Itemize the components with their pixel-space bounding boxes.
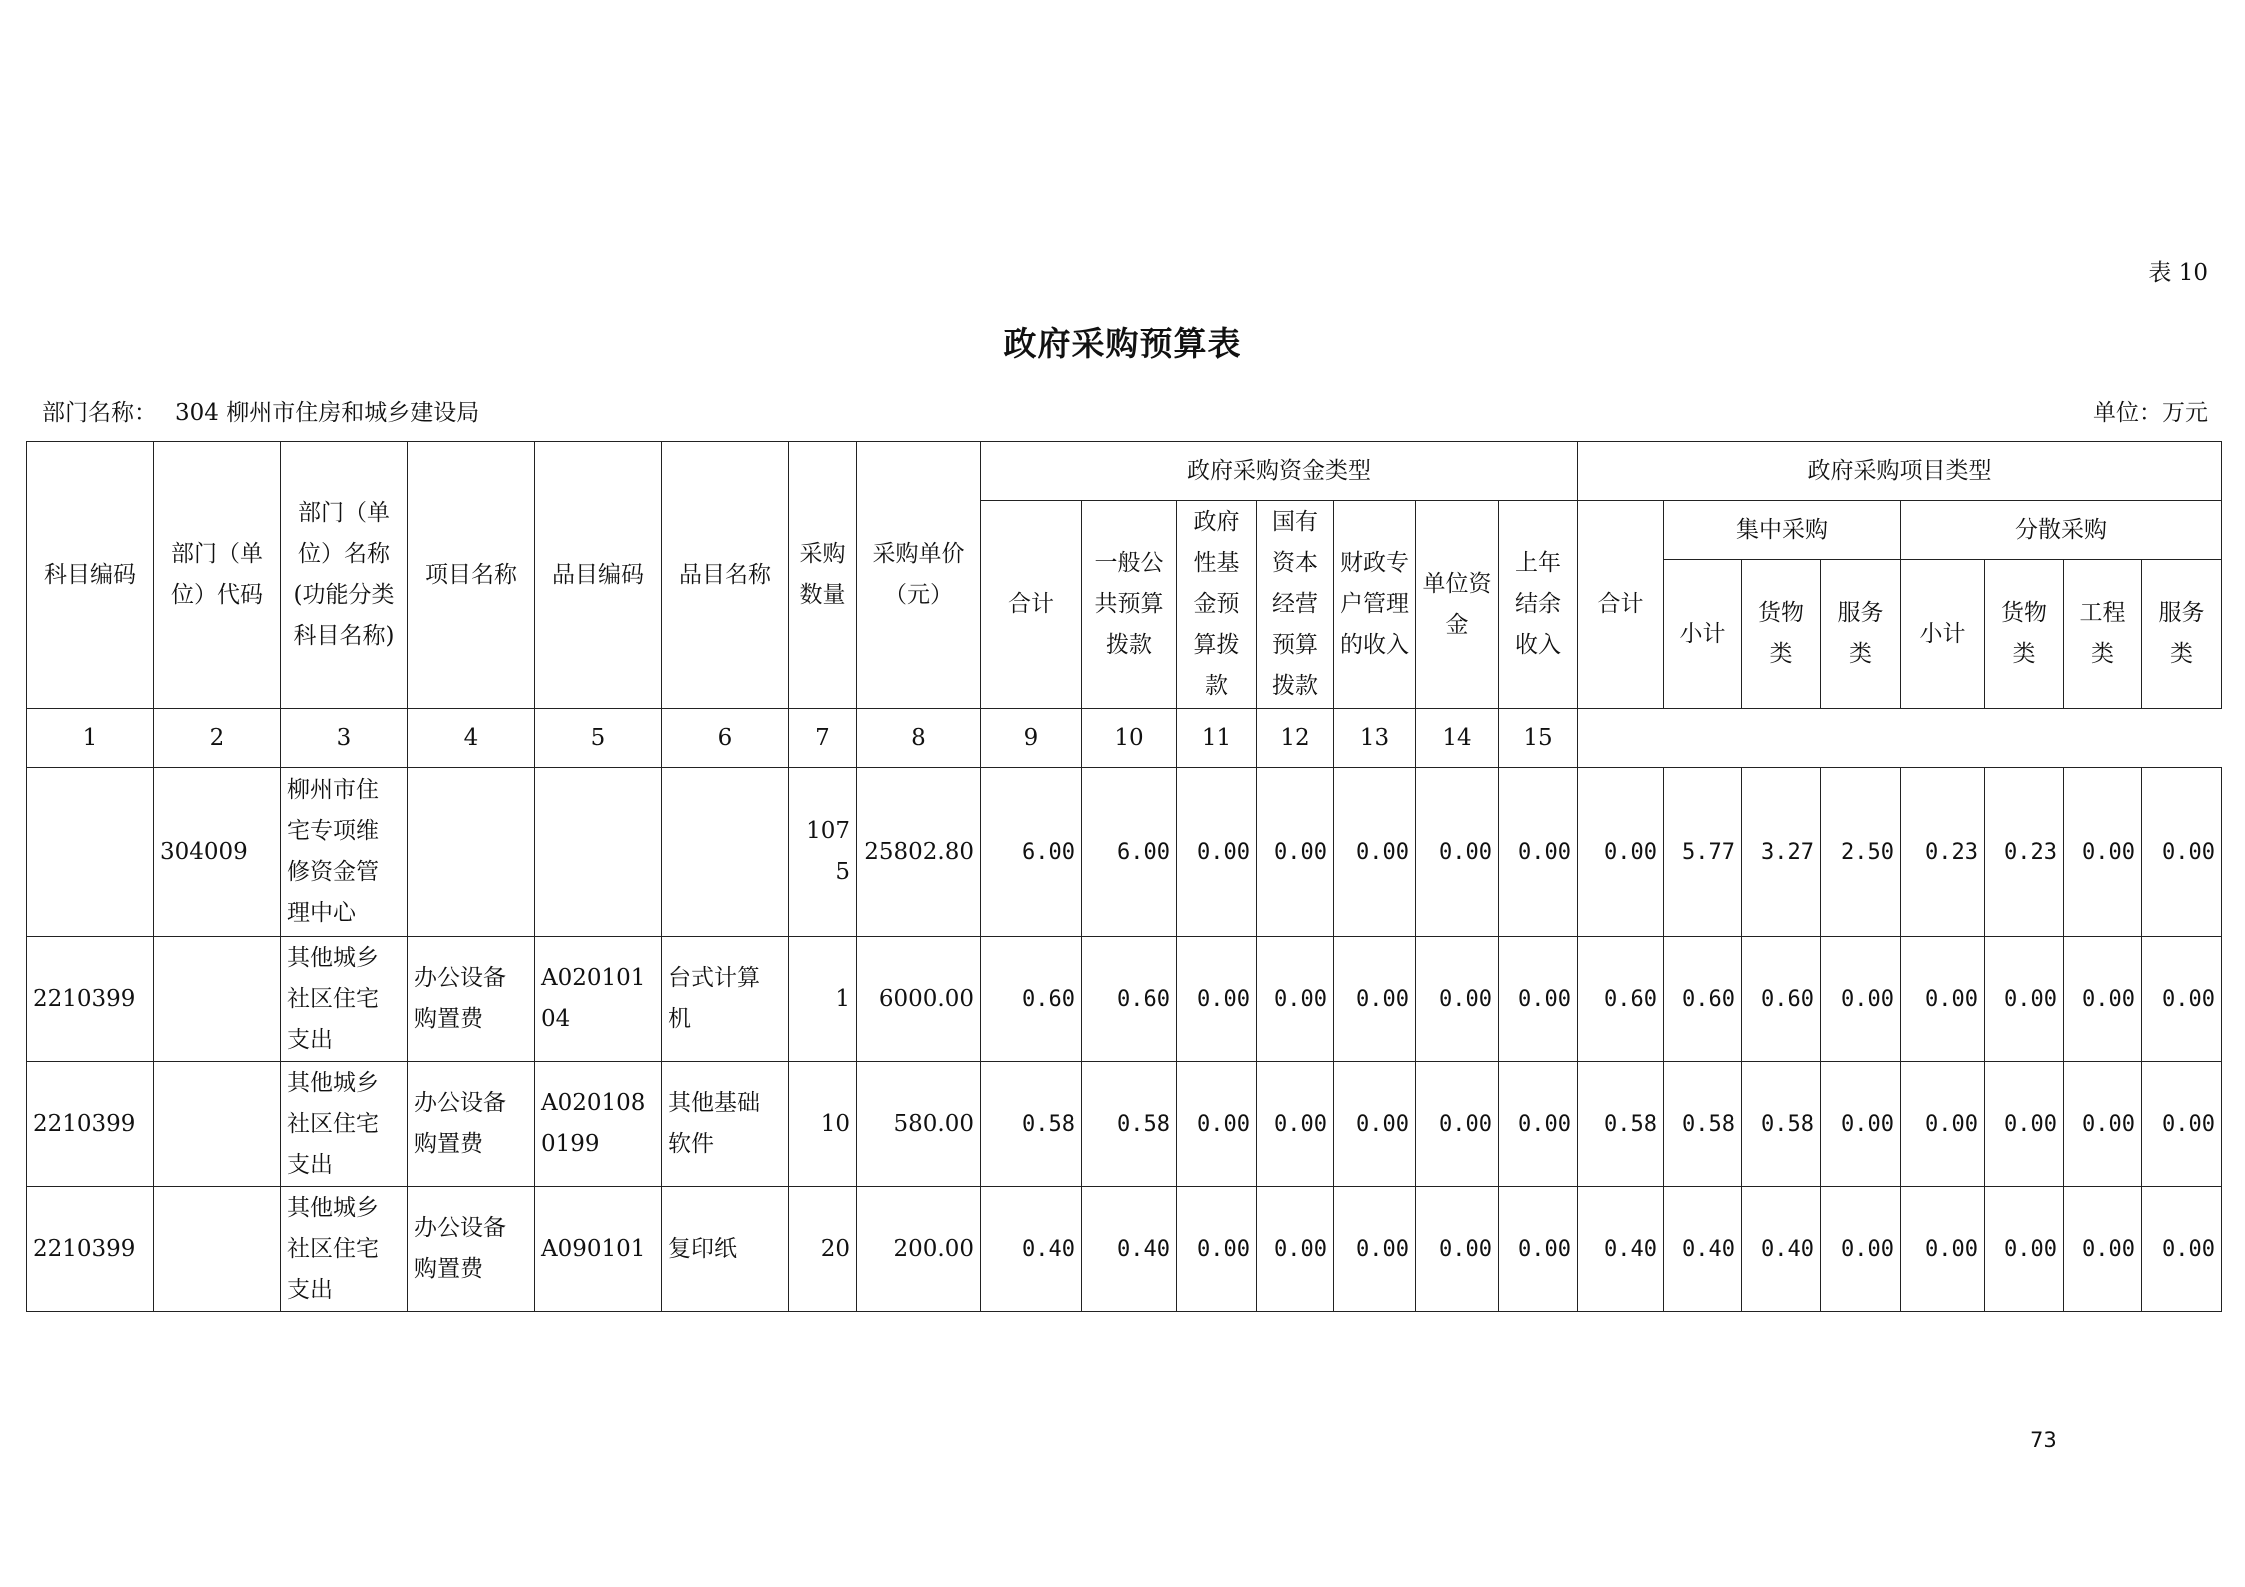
cell-amount: 0.00: [1901, 1062, 1985, 1187]
table-row: [27, 1062, 2222, 1187]
page-title: 政府采购预算表: [1003, 324, 1242, 363]
cell-unit-code: 304009: [154, 768, 281, 937]
cell-item-code: A090101: [535, 1187, 662, 1312]
cell-amount: 0.00: [1821, 1187, 1901, 1312]
header-fund-state: 国有资本经营预算拨款: [1257, 501, 1334, 709]
cell-amount: 0.00: [1177, 937, 1257, 1062]
cell-amount: 0.60: [1578, 937, 1664, 1062]
header-item-name: 品目名称: [662, 442, 789, 709]
cell-amount: 0.00: [1334, 1187, 1416, 1312]
cell-amount: 0.00: [1416, 937, 1499, 1062]
department-name: 304 柳州市住房和城乡建设局: [175, 400, 480, 426]
cell-amount: 0.58: [1082, 1062, 1177, 1187]
column-number: 7: [789, 709, 857, 768]
column-number: 14: [1416, 709, 1499, 768]
cell-amount: 0.60: [1742, 937, 1821, 1062]
cell-amount: 0.00: [1985, 937, 2064, 1062]
header-dispersed: 分散采购: [1901, 501, 2222, 560]
column-number: 6: [662, 709, 789, 768]
cell-item-name: [662, 768, 789, 937]
header-item-code: 品目编码: [535, 442, 662, 709]
cell-amount: 0.23: [1901, 768, 1985, 937]
table-row: [27, 768, 2222, 937]
header-row-1: [27, 442, 2222, 501]
cell-subject-code: [27, 768, 154, 937]
cell-amount: 0.00: [2064, 937, 2142, 1062]
cell-subject-code: 2210399: [27, 1062, 154, 1187]
cell-amount: 0.00: [1334, 937, 1416, 1062]
page-number: 73: [2030, 1428, 2057, 1452]
cell-item-name: 台式计算机: [662, 937, 789, 1062]
header-dispersed-service: 服务类: [2142, 560, 2222, 709]
cell-amount: 0.00: [1578, 768, 1664, 937]
cell-amount: 0.60: [981, 937, 1082, 1062]
cell-amount: 0.40: [1578, 1187, 1664, 1312]
cell-amount: 0.00: [1985, 1187, 2064, 1312]
header-central-service: 服务类: [1821, 560, 1901, 709]
cell-amount: 2.50: [1821, 768, 1901, 937]
header-dispersed-engineering: 工程类: [2064, 560, 2142, 709]
cell-amount: 0.00: [1499, 1187, 1578, 1312]
table-meta: [42, 394, 2208, 427]
header-unit-name: 部门（单位）名称(功能分类科目名称): [281, 442, 408, 709]
cell-amount: 0.40: [1664, 1187, 1742, 1312]
cell-item-code: A02010104: [535, 937, 662, 1062]
cell-unit-name: 其他城乡社区住宅支出: [281, 1062, 408, 1187]
header-fund-type: 政府采购资金类型: [981, 442, 1578, 501]
header-fund-unit: 单位资金: [1416, 501, 1499, 709]
column-number: 3: [281, 709, 408, 768]
header-fund-carry: 上年结余收入: [1499, 501, 1578, 709]
cell-unit-name: 其他城乡社区住宅支出: [281, 1187, 408, 1312]
cell-amount: 0.00: [1257, 768, 1334, 937]
column-number: 9: [981, 709, 1082, 768]
cell-subject-code: 2210399: [27, 1187, 154, 1312]
header-fund-general: 一般公共预算拨款: [1082, 501, 1177, 709]
cell-amount: 0.40: [981, 1187, 1082, 1312]
cell-unit-price: 6000.00: [857, 937, 981, 1062]
cell-amount: 0.00: [2142, 768, 2222, 937]
header-dispersed-subtotal: 小计: [1901, 560, 1985, 709]
column-number: 2: [154, 709, 281, 768]
cell-amount: 0.58: [981, 1062, 1082, 1187]
header-proj-total: 合计: [1578, 501, 1664, 709]
column-number: 11: [1177, 709, 1257, 768]
cell-amount: 0.00: [1499, 768, 1578, 937]
cell-amount: 0.00: [2142, 1062, 2222, 1187]
cell-unit-code: [154, 1062, 281, 1187]
cell-amount: 0.60: [1082, 937, 1177, 1062]
column-number: 13: [1334, 709, 1416, 768]
cell-amount: 0.60: [1664, 937, 1742, 1062]
table-number: 表 10: [2148, 260, 2208, 286]
procurement-budget-table: [26, 441, 2222, 1312]
cell-amount: 6.00: [981, 768, 1082, 937]
cell-amount: 6.00: [1082, 768, 1177, 937]
column-number: 12: [1257, 709, 1334, 768]
column-number: 10: [1082, 709, 1177, 768]
header-fund-gov: 政府性基金预算拨款: [1177, 501, 1257, 709]
cell-amount: 0.58: [1664, 1062, 1742, 1187]
cell-project-name: [408, 768, 535, 937]
cell-item-name: 其他基础软件: [662, 1062, 789, 1187]
header-fund-total: 合计: [981, 501, 1082, 709]
header-central: 集中采购: [1664, 501, 1901, 560]
cell-unit-code: [154, 937, 281, 1062]
cell-amount: 0.00: [1901, 937, 1985, 1062]
cell-quantity: 10: [789, 1062, 857, 1187]
header-unit-code: 部门（单位）代码: [154, 442, 281, 709]
cell-amount: 0.00: [2142, 1187, 2222, 1312]
cell-amount: 0.00: [1416, 1062, 1499, 1187]
table-body: [27, 768, 2222, 1312]
cell-amount: 0.40: [1742, 1187, 1821, 1312]
cell-item-code: [535, 768, 662, 937]
column-number: 8: [857, 709, 981, 768]
cell-project-name: 办公设备购置费: [408, 1187, 535, 1312]
cell-amount: 5.77: [1664, 768, 1742, 937]
column-number-row: [27, 709, 2222, 768]
cell-amount: 0.00: [1257, 1187, 1334, 1312]
cell-amount: 3.27: [1742, 768, 1821, 937]
cell-amount: 0.58: [1742, 1062, 1821, 1187]
cell-amount: 0.00: [2064, 1062, 2142, 1187]
cell-unit-name: 柳州市住宅专项维修资金管理中心: [281, 768, 408, 937]
cell-amount: 0.00: [1416, 768, 1499, 937]
cell-amount: 0.00: [1257, 937, 1334, 1062]
cell-amount: 0.00: [1821, 937, 1901, 1062]
cell-project-name: 办公设备购置费: [408, 937, 535, 1062]
cell-item-code: A0201080199: [535, 1062, 662, 1187]
table-row: [27, 1187, 2222, 1312]
header-quantity: 采购数量: [789, 442, 857, 709]
column-number: 1: [27, 709, 154, 768]
cell-amount: 0.00: [1821, 1062, 1901, 1187]
cell-subject-code: 2210399: [27, 937, 154, 1062]
cell-quantity: 1: [789, 937, 857, 1062]
cell-amount: 0.23: [1985, 768, 2064, 937]
column-number: 5: [535, 709, 662, 768]
header-project-type: 政府采购项目类型: [1578, 442, 2222, 501]
header-central-subtotal: 小计: [1664, 560, 1742, 709]
cell-unit-name: 其他城乡社区住宅支出: [281, 937, 408, 1062]
column-number: 4: [408, 709, 535, 768]
cell-unit-price: 580.00: [857, 1062, 981, 1187]
cell-amount: 0.00: [2064, 768, 2142, 937]
cell-amount: 0.00: [1177, 1062, 1257, 1187]
cell-amount: 0.00: [2064, 1187, 2142, 1312]
cell-amount: 0.00: [1901, 1187, 1985, 1312]
cell-amount: 0.00: [1499, 1062, 1578, 1187]
header-fund-special: 财政专户管理的收入: [1334, 501, 1416, 709]
cell-amount: 0.58: [1578, 1062, 1664, 1187]
cell-unit-price: 200.00: [857, 1187, 981, 1312]
cell-amount: 0.00: [1257, 1062, 1334, 1187]
cell-quantity: 20: [789, 1187, 857, 1312]
cell-amount: 0.00: [1334, 1062, 1416, 1187]
department-label: 部门名称：: [42, 400, 157, 426]
header-unit-price: 采购单价（元）: [857, 442, 981, 709]
cell-unit-price: 25802.80: [857, 768, 981, 937]
cell-amount: 0.00: [2142, 937, 2222, 1062]
cell-amount: 0.40: [1082, 1187, 1177, 1312]
header-dispersed-goods: 货物类: [1985, 560, 2064, 709]
column-number: 15: [1499, 709, 1578, 768]
unit-label: 单位：万元: [2093, 400, 2208, 426]
cell-amount: 0.00: [1334, 768, 1416, 937]
cell-item-name: 复印纸: [662, 1187, 789, 1312]
header-central-goods: 货物类: [1742, 560, 1821, 709]
cell-amount: 0.00: [1416, 1187, 1499, 1312]
cell-amount: 0.00: [1177, 1187, 1257, 1312]
cell-unit-code: [154, 1187, 281, 1312]
header-subject-code: 科目编码: [27, 442, 154, 709]
department-info: [42, 394, 497, 427]
cell-amount: 0.00: [1177, 768, 1257, 937]
cell-amount: 0.00: [1499, 937, 1578, 1062]
table-row: [27, 937, 2222, 1062]
header-project-name: 项目名称: [408, 442, 535, 709]
cell-quantity: 1075: [789, 768, 857, 937]
cell-amount: 0.00: [1985, 1062, 2064, 1187]
cell-project-name: 办公设备购置费: [408, 1062, 535, 1187]
